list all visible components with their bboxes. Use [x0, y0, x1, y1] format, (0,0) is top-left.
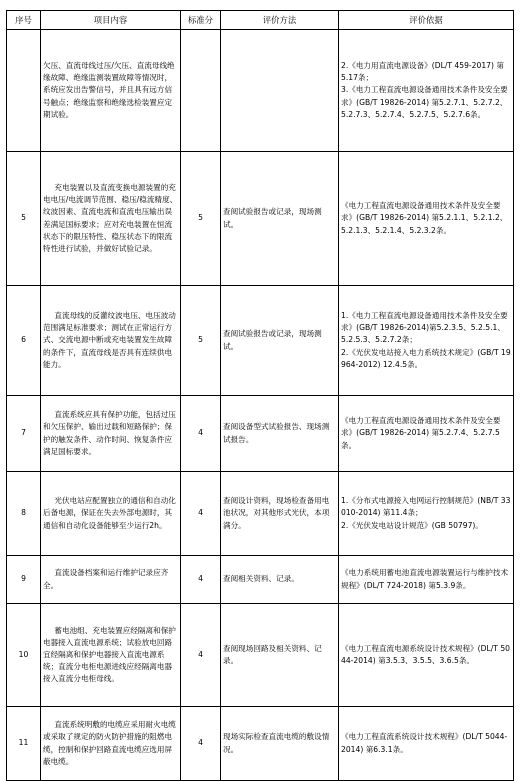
- row-no: 11: [7, 707, 41, 781]
- evaluation-table: [6, 10, 514, 781]
- row-no: 8: [7, 472, 41, 556]
- table-row: [7, 152, 514, 286]
- row-basis: 《电力系统用蓄电池直流电源装置运行与维护技术规程》(DL/T 724-2018) 第5.3.9条。: [339, 556, 514, 604]
- row-no: 5: [7, 152, 41, 286]
- row-content: 光伏电站应配置独立的通信和自动化后备电源，保证在失去外部电源时，其通信和自动化设备能够至少运行2h。: [41, 472, 181, 556]
- row-content: 欠压、直流母线过压/欠压、直流母线绝缘故障、绝缘监测装置故障等情况时，系统应发出告警信号，并且具有远方信号触点；绝缘监察和绝缘选检装置应定期试验。: [41, 30, 181, 152]
- table-row: [7, 472, 514, 556]
- row-content: 直流系统明敷的电缆应采用耐火电缆或采取了规定的防火防护措施的阻燃电缆，控制和保护回路直流电缆应选用屏蔽电缆。: [41, 707, 181, 781]
- row-basis: 《电力工程直流电源设备通用技术条件及安全要求》(GB/T 19826-2014) 第5.2.7.4、5.2.7.5条。: [339, 396, 514, 472]
- header-no: 序号: [7, 11, 41, 30]
- row-content: 直流系统应具有保护功能，包括过压和欠压保护、输出过载和短路保护；保护的触发条件、动作时间、恢复条件应满足国标要求。: [41, 396, 181, 472]
- row-method: 查阅试验报告或记录，现场测试。: [221, 152, 339, 286]
- row-method: [221, 30, 339, 152]
- row-no: [7, 30, 41, 152]
- row-score: 4: [181, 604, 221, 707]
- header-score: 标准分: [181, 11, 221, 30]
- row-content: 蓄电池组、充电装置应经隔离和保护电器接入直流电源系统；试验放电回路宜经隔离和保护电器接入直流电源系统；直流分电柜电源进线应经隔离电器接入直流分电柜母线。: [41, 604, 181, 707]
- row-basis: 《电力工程直流电源系统设计技术规程》(DL/T 5044-2014) 第3.5.3、3.5.5、3.6.5条。: [339, 604, 514, 707]
- header-basis: 评价依据: [339, 11, 514, 30]
- row-score: 4: [181, 556, 221, 604]
- table-row: [7, 30, 514, 152]
- row-method: 现场实际检查直流电缆的敷设情况。: [221, 707, 339, 781]
- header-content: 项目内容: [41, 11, 181, 30]
- table-row: [7, 556, 514, 604]
- row-score: 4: [181, 396, 221, 472]
- table-header-row: [7, 11, 514, 30]
- row-content: 直流母线的反灌纹波电压、电压波动范围满足标准要求；测试在正常运行方式、交流电源中断或充电装置发生故障的条件下，直流母线是否具有连续供电能力。: [41, 286, 181, 396]
- row-score: 5: [181, 286, 221, 396]
- row-basis: 《电力工程直流系统设计技术规程》(DL/T 5044-2014) 第6.3.1条。: [339, 707, 514, 781]
- row-content: 直流设备档案和运行维护记录应齐全。: [41, 556, 181, 604]
- row-method: 查阅设计资料，现场检查备用电池状况，对其他形式光伏，本项满分。: [221, 472, 339, 556]
- row-method: 查阅试验报告或记录，现场测试。: [221, 286, 339, 396]
- row-score: 4: [181, 707, 221, 781]
- row-basis: 1.《分布式电源接入电网运行控制规范》(NB/T 33010-2014) 第11.4条； 2.《光伏发电站设计规范》(GB 50797)。: [339, 472, 514, 556]
- row-score: [181, 30, 221, 152]
- row-score: 5: [181, 152, 221, 286]
- header-method: 评价方法: [221, 11, 339, 30]
- table-row: [7, 707, 514, 781]
- row-basis: 《电力工程直流电源设备通用技术条件及安全要求》(GB/T 19826-2014) 第5.2.1.1、5.2.1.2、5.2.1.3、5.2.1.4、5.2.3.2条。: [339, 152, 514, 286]
- table-row: [7, 604, 514, 707]
- row-basis: 1.《电力工程直流电源设备通用技术条件及安全要求》(GB/T 19826-2014)第5.2.3.5、5.2.5.1、5.2.5.3、5.2.7.2条； 2.《光伏发电站接入电力系统技术规定》(GB/T 19964-2012) 12.4.5条。: [339, 286, 514, 396]
- row-content: 充电装置以及直流变换电源装置的充电电压/电流调节范围、稳压/稳流精度、纹波因素、直流电流和直流电压输出误差满足国标要求；应对充电装置在恒流状态下的限压特性、稳压状态下的限流特性进行试验，并做好试验记录。: [41, 152, 181, 286]
- row-no: 9: [7, 556, 41, 604]
- table-row: [7, 286, 514, 396]
- row-basis: 2.《电力用直流电源设备》(DL/T 459-2017) 第5.17条； 3.《电力工程直流电源设备通用技术条件及安全要求》(GB/T 19826-2014) 第5.2.7.1、5.2.7.2、5.2.7.3、5.2.7.4、5.2.7.5、5.2.7.6条。: [339, 30, 514, 152]
- row-method: 查阅设备型式试验报告、现场测试报告。: [221, 396, 339, 472]
- row-no: 6: [7, 286, 41, 396]
- row-no: 7: [7, 396, 41, 472]
- row-no: 10: [7, 604, 41, 707]
- row-score: 4: [181, 472, 221, 556]
- table-row: [7, 396, 514, 472]
- row-method: 查阅相关资料、记录。: [221, 556, 339, 604]
- row-method: 查阅现场回路及相关资料、记录。: [221, 604, 339, 707]
